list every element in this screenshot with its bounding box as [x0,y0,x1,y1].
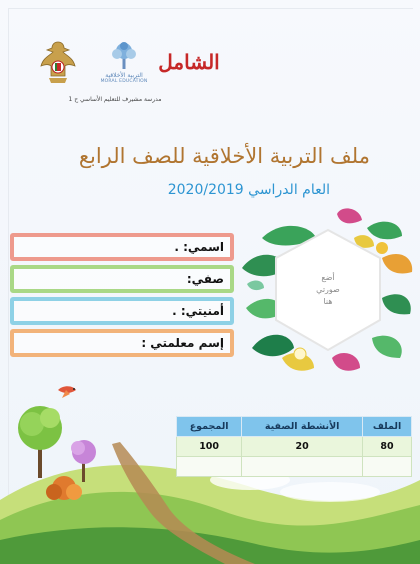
empty-cell[interactable] [177,457,242,477]
name-field[interactable] [10,233,234,261]
bird-icon [58,386,76,398]
moral-education-logo [95,34,153,90]
uae-emblem-logo [38,34,78,90]
wish-field[interactable] [10,297,234,325]
grade-field[interactable] [10,265,234,293]
page-title: ملف التربية الأخلاقية للصف الرابع [78,144,370,168]
academic-year: العام الدراسي 2020/2019 [167,182,330,198]
header-class-activities: الأنشطة الصفية [242,417,363,437]
photo-line-2: صورتي [316,285,340,294]
grade-label: صفي: [186,272,224,286]
moral-logo-arabic: التربية الأخلاقية [105,71,143,79]
empty-cell[interactable] [242,457,363,477]
photo-line-3: هنا [323,297,333,306]
photo-placeholder-text [293,272,363,308]
value-file: 80 [363,437,412,457]
grades-table [176,416,412,477]
falcon-emblem-icon [39,36,77,88]
empty-cell[interactable] [363,457,412,477]
value-class-activities: 20 [242,437,363,457]
wish-label: أمنيتي: . [172,304,224,318]
moral-logo-english: MORAL EDUCATION [100,78,148,84]
header-file: الملف [363,417,412,437]
header-total: المجموع [177,417,242,437]
grades-header-row [177,417,412,437]
photo-line-1: أضع [321,273,335,282]
school-name: مدرسة مشيرف للتعليم الأساسي ح 1 [68,96,162,103]
shamel-logo-text: الشامل [158,50,220,74]
grades-values-row [177,437,412,457]
tree-icon [107,41,141,71]
shamel-logo [158,34,220,90]
teacher-label: إسم معلمتي : [141,336,224,350]
name-label: اسمي: . [174,240,224,254]
grades-empty-row [177,457,412,477]
teacher-field[interactable] [10,329,234,357]
value-total: 100 [177,437,242,457]
